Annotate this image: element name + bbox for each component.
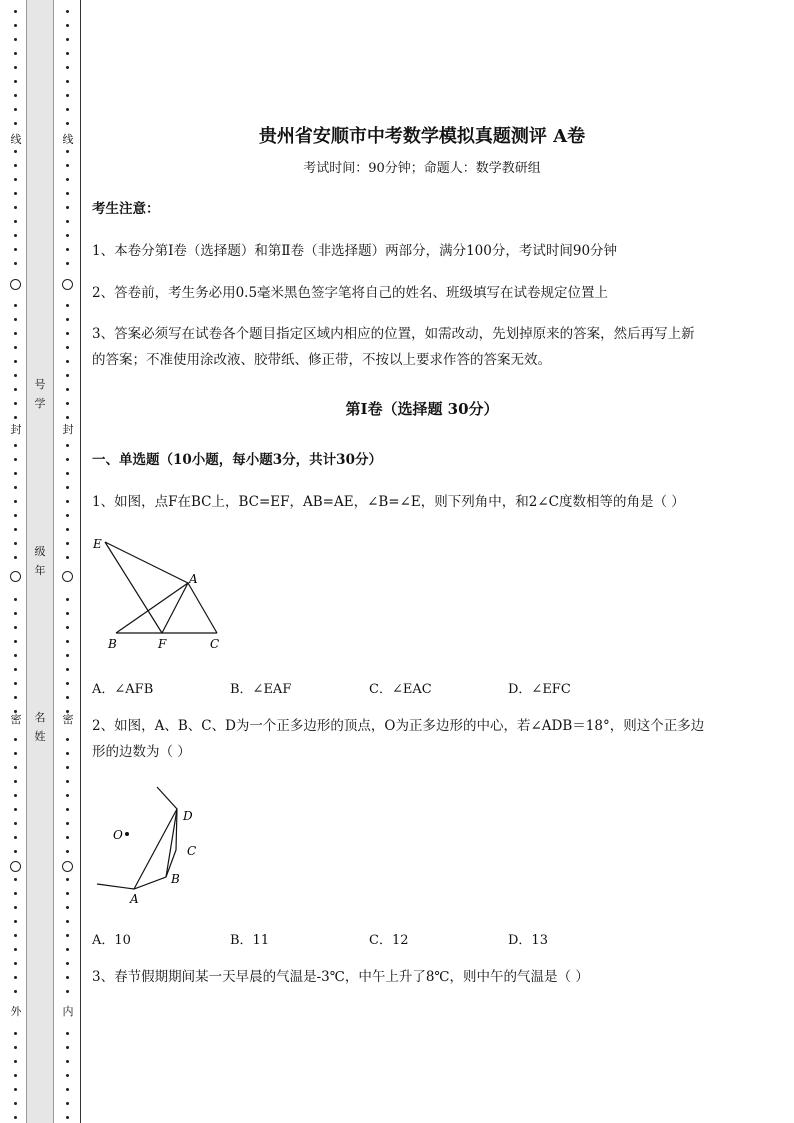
cut-line-dot <box>66 262 69 265</box>
cut-line-dot <box>14 24 17 27</box>
cut-line-dot <box>14 598 17 601</box>
cut-line-dot <box>66 164 69 167</box>
cut-line-dot <box>14 80 17 83</box>
cut-line-dot <box>66 696 69 699</box>
notice-heading: 考生注意： <box>92 201 160 217</box>
right-col-cut-char: 封 <box>62 423 74 436</box>
fig1-label-c: C <box>210 637 220 651</box>
cut-line-dot <box>14 836 17 839</box>
fig1-label-f: F <box>158 637 167 651</box>
cut-line-dot <box>66 752 69 755</box>
cut-line-dot <box>14 948 17 951</box>
cut-line-dot <box>66 766 69 769</box>
left-col-ring-icon <box>10 571 21 582</box>
cut-line-dot <box>66 794 69 797</box>
cut-line-dot <box>66 206 69 209</box>
cut-line-dot <box>14 416 17 419</box>
cut-line-dot <box>66 94 69 97</box>
right-col-ring-icon <box>62 861 73 872</box>
cut-line-dot <box>66 458 69 461</box>
cut-line-dot <box>14 52 17 55</box>
cut-line-dot <box>14 766 17 769</box>
cut-line-dot <box>66 178 69 181</box>
cut-line-dot <box>14 66 17 69</box>
cut-line-dot <box>14 472 17 475</box>
q1-option-d[interactable]: D．∠EFC <box>508 682 571 697</box>
field-label-nian: 年 <box>34 564 46 577</box>
cut-line-dot <box>14 374 17 377</box>
cut-line-dot <box>14 192 17 195</box>
cut-line-dot <box>14 668 17 671</box>
cut-line-dot <box>66 52 69 55</box>
cut-line-dot <box>66 38 69 41</box>
cut-line-dot <box>14 920 17 923</box>
cut-line-dot <box>14 500 17 503</box>
cut-line-dot <box>14 1116 17 1119</box>
cut-line-dot <box>66 598 69 601</box>
cut-line-dot <box>14 248 17 251</box>
left-col-cut-char: 线 <box>10 133 22 146</box>
cut-line-dot <box>14 38 17 41</box>
left-col-cut-char: 密 <box>10 713 22 726</box>
student-info-strip <box>26 0 54 1123</box>
right-dotted-cut-line <box>61 0 75 1123</box>
cut-line-dot <box>14 1088 17 1091</box>
cut-line-dot <box>66 836 69 839</box>
field-label-xing: 姓 <box>34 730 46 743</box>
fig2-label-b: B <box>171 872 180 886</box>
right-col-ring-icon <box>62 279 73 290</box>
left-col-cut-char: 封 <box>10 423 22 436</box>
cut-line-dot <box>14 220 17 223</box>
cut-line-dot <box>14 206 17 209</box>
field-label-xue: 学 <box>34 397 46 410</box>
question-2-text-line1: 2、如图，A、B、C、D为一个正多边形的顶点，O为正多边形的中心，若∠ADB＝18°，则这个正多边 <box>92 718 705 734</box>
field-label-hao: 号 <box>34 378 46 391</box>
question-3-text: 3、春节假期期间某一天早晨的气温是-3℃，中午上升了8℃，则中午的气温是（ ） <box>92 969 589 985</box>
cut-line-dot <box>66 360 69 363</box>
cut-line-dot <box>14 388 17 391</box>
fig1-label-e: E <box>93 537 102 551</box>
cut-line-dot <box>14 94 17 97</box>
notice-item-1: 1、本卷分第I卷（选择题）和第Ⅱ卷（非选择题）两部分，满分100分，考试时间90分钟 <box>92 243 618 259</box>
cut-line-dot <box>14 458 17 461</box>
q1-option-b[interactable]: B．∠EAF <box>230 682 292 697</box>
cut-line-dot <box>66 1116 69 1119</box>
cut-line-dot <box>14 514 17 517</box>
cut-line-dot <box>66 220 69 223</box>
exam-title: 贵州省安顺市中考数学模拟真题测评 A卷 <box>258 126 586 147</box>
cut-line-dot <box>66 612 69 615</box>
cut-line-dot <box>66 122 69 125</box>
cut-line-dot <box>66 1074 69 1077</box>
cut-line-dot <box>66 822 69 825</box>
cut-line-dot <box>66 514 69 517</box>
cut-line-dot <box>14 780 17 783</box>
exam-subtitle: 考试时间：90分钟；命题人：数学教研组 <box>303 161 541 176</box>
left-col-ring-icon <box>10 279 21 290</box>
cut-line-dot <box>66 304 69 307</box>
fig2-label-o: O <box>113 828 123 842</box>
cut-line-dot <box>14 150 17 153</box>
cut-line-dot <box>66 500 69 503</box>
field-label-ji: 级 <box>34 545 46 558</box>
cut-line-dot <box>14 486 17 489</box>
cut-line-dot <box>66 962 69 965</box>
cut-line-dot <box>14 262 17 265</box>
cut-line-dot <box>14 108 17 111</box>
cut-line-dot <box>14 976 17 979</box>
cut-line-dot <box>66 780 69 783</box>
cut-line-dot <box>14 122 17 125</box>
cut-line-dot <box>14 640 17 643</box>
cut-line-dot <box>14 906 17 909</box>
cut-line-dot <box>14 164 17 167</box>
cut-line-dot <box>14 738 17 741</box>
notice-item-3: 3、答案必须写在试卷各个题目指定区域内相应的位置，如需改动，先划掉原来的答案，然后再写上新 <box>92 326 695 342</box>
cut-line-dot <box>14 808 17 811</box>
cut-line-dot <box>14 402 17 405</box>
cut-line-dot <box>66 1102 69 1105</box>
cut-line-dot <box>14 1046 17 1049</box>
cut-line-dot <box>14 612 17 615</box>
cut-line-dot <box>14 318 17 321</box>
cut-line-dot <box>14 1074 17 1077</box>
q2-option-a[interactable]: A．10 <box>92 933 131 948</box>
cut-line-dot <box>14 962 17 965</box>
q1-option-c[interactable]: C．∠EAC <box>369 682 432 697</box>
cut-line-dot <box>66 318 69 321</box>
cut-line-dot <box>66 626 69 629</box>
question-2-text-line2: 形的边数为（ ） <box>92 744 191 760</box>
cut-line-dot <box>14 850 17 853</box>
binding-margin <box>0 0 84 1123</box>
fig2-label-c: C <box>187 844 197 858</box>
right-col-cut-char: 内 <box>62 1005 74 1018</box>
cut-line-dot <box>14 878 17 881</box>
cut-line-dot <box>66 332 69 335</box>
cut-line-dot <box>66 850 69 853</box>
cut-line-dot <box>66 892 69 895</box>
cut-line-dot <box>14 528 17 531</box>
notice-item-3-cont: 的答案；不准使用涂改液、胶带纸、修正带，不按以上要求作答的答案无效。 <box>92 352 551 368</box>
cut-line-dot <box>14 10 17 13</box>
cut-line-dot <box>66 990 69 993</box>
notice-item-2: 2、答卷前，考生务必用0.5毫米黑色签字笔将自己的姓名、班级填写在试卷规定位置上 <box>92 285 609 301</box>
cut-line-dot <box>66 80 69 83</box>
cut-line-dot <box>66 948 69 951</box>
cut-line-dot <box>66 668 69 671</box>
cut-line-dot <box>66 528 69 531</box>
cut-line-dot <box>14 360 17 363</box>
cut-line-dot <box>14 444 17 447</box>
cut-line-dot <box>14 990 17 993</box>
cut-line-dot <box>66 346 69 349</box>
cut-line-dot <box>66 472 69 475</box>
fig1-label-b: B <box>108 637 117 651</box>
cut-line-dot <box>14 794 17 797</box>
cut-line-dot <box>66 486 69 489</box>
cut-line-dot <box>66 402 69 405</box>
part-heading: 一、单选题（10小题，每小题3分，共计30分） <box>92 452 382 468</box>
cut-line-dot <box>66 640 69 643</box>
question-1-text: 1、如图，点F在BC上，BC=EF，AB=AE，∠B=∠E，则下列角中，和2∠C度数相等的角是（ ） <box>92 494 685 510</box>
left-col-ring-icon <box>10 861 21 872</box>
cut-line-dot <box>66 374 69 377</box>
left-dotted-cut-line <box>9 0 23 1123</box>
cut-line-dot <box>66 878 69 881</box>
cut-line-dot <box>14 752 17 755</box>
cut-line-dot <box>14 234 17 237</box>
cut-line-dot <box>14 556 17 559</box>
cut-line-dot <box>66 976 69 979</box>
cut-line-dot <box>14 1032 17 1035</box>
cut-line-dot <box>14 626 17 629</box>
cut-line-dot <box>14 654 17 657</box>
cut-line-dot <box>66 556 69 559</box>
fig2-label-a: A <box>130 892 139 906</box>
right-col-cut-char: 线 <box>62 133 74 146</box>
cut-line-dot <box>14 304 17 307</box>
cut-line-dot <box>66 150 69 153</box>
left-col-cut-char: 外 <box>10 1005 22 1018</box>
cut-line-dot <box>66 906 69 909</box>
q2-option-b[interactable]: B．11 <box>230 933 270 948</box>
fig1-label-a: A <box>189 572 198 586</box>
cut-line-dot <box>66 66 69 69</box>
cut-line-dot <box>66 738 69 741</box>
cut-line-dot <box>66 24 69 27</box>
q2-option-c[interactable]: C．12 <box>369 933 409 948</box>
section-title: 第I卷（选择题 30分） <box>345 400 499 418</box>
cut-line-dot <box>14 346 17 349</box>
cut-line-dot <box>14 682 17 685</box>
cut-line-dot <box>66 682 69 685</box>
cut-line-dot <box>66 10 69 13</box>
fig2-label-d: D <box>183 809 193 823</box>
cut-line-dot <box>66 388 69 391</box>
cut-line-dot <box>14 1102 17 1105</box>
question-2-figure <box>92 782 222 907</box>
cut-line-dot <box>14 822 17 825</box>
cut-line-dot <box>14 934 17 937</box>
question-1-figure <box>92 530 232 655</box>
cut-line-dot <box>66 654 69 657</box>
cut-line-dot <box>66 542 69 545</box>
q1-option-a[interactable]: A．∠AFB <box>92 682 154 697</box>
margin-border-line <box>80 0 81 1123</box>
cut-line-dot <box>66 1088 69 1091</box>
cut-line-dot <box>66 444 69 447</box>
cut-line-dot <box>66 1032 69 1035</box>
cut-line-dot <box>14 542 17 545</box>
cut-line-dot <box>66 108 69 111</box>
right-col-ring-icon <box>62 571 73 582</box>
field-label-ming: 名 <box>34 711 46 724</box>
cut-line-dot <box>14 696 17 699</box>
cut-line-dot <box>14 332 17 335</box>
cut-line-dot <box>66 248 69 251</box>
cut-line-dot <box>66 192 69 195</box>
right-col-cut-char: 密 <box>62 713 74 726</box>
cut-line-dot <box>14 178 17 181</box>
cut-line-dot <box>66 920 69 923</box>
cut-line-dot <box>66 234 69 237</box>
cut-line-dot <box>66 1046 69 1049</box>
cut-line-dot <box>66 934 69 937</box>
cut-line-dot <box>14 1060 17 1063</box>
q2-option-d[interactable]: D．13 <box>508 933 548 948</box>
cut-line-dot <box>66 808 69 811</box>
cut-line-dot <box>14 892 17 895</box>
cut-line-dot <box>66 416 69 419</box>
cut-line-dot <box>66 1060 69 1063</box>
